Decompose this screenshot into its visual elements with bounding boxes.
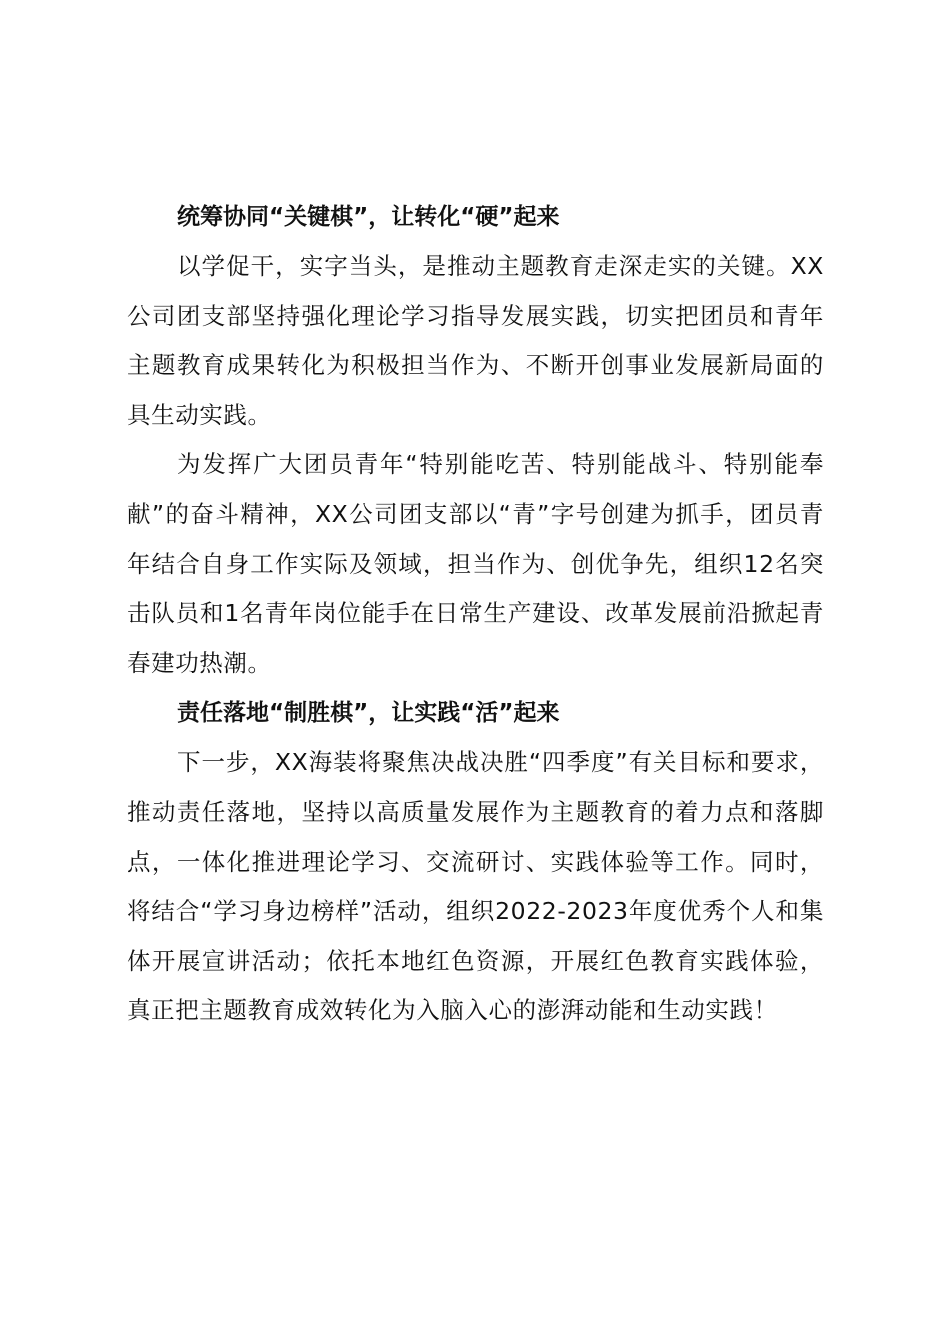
paragraph-2: 为发挥广大团员青年“特别能吃苦、特别能战斗、特别能奉献”的奋斗精神，XX公司团支部以“青”字号创建为抓手，团员青年结合自身工作实际及领域，担当作为、创优争先，组织12名突击队员和1名青年岗位能手在日常生产建设、改革发展前沿掀起青春建功热潮。 [127,450,824,677]
document-body [127,192,824,1036]
paragraph-1: 以学促干，实字当头，是推动主题教育走深走实的关键。XX公司团支部坚持强化理论学习指导发展实践，切实把团员和青年主题教育成果转化为积极担当作为、不断开创事业发展新局面的具生动实践。 [127,252,824,429]
section-heading-1: 统筹协同“关键棋”，让转化“硬”起来 [177,204,560,230]
section-heading-2: 责任落地“制胜棋”，让实践“活”起来 [177,700,560,727]
paragraph-3: 下一步，XX海装将聚焦决战决胜“四季度”有关目标和要求，推动责任落地，坚持以高质量发展作为主题教育的着力点和落脚点，一体化推进理论学习、交流研讨、实践体验等工作。同时，将结合“学习身边榜样”活动，组织2022-2023年度优秀个人和集体开展宣讲活动；依托本地红色资源，开展红色教育实践体验，真正把主题教育成效转化为入脑入心的澎湃动能和生动实践！ [127,748,824,1025]
